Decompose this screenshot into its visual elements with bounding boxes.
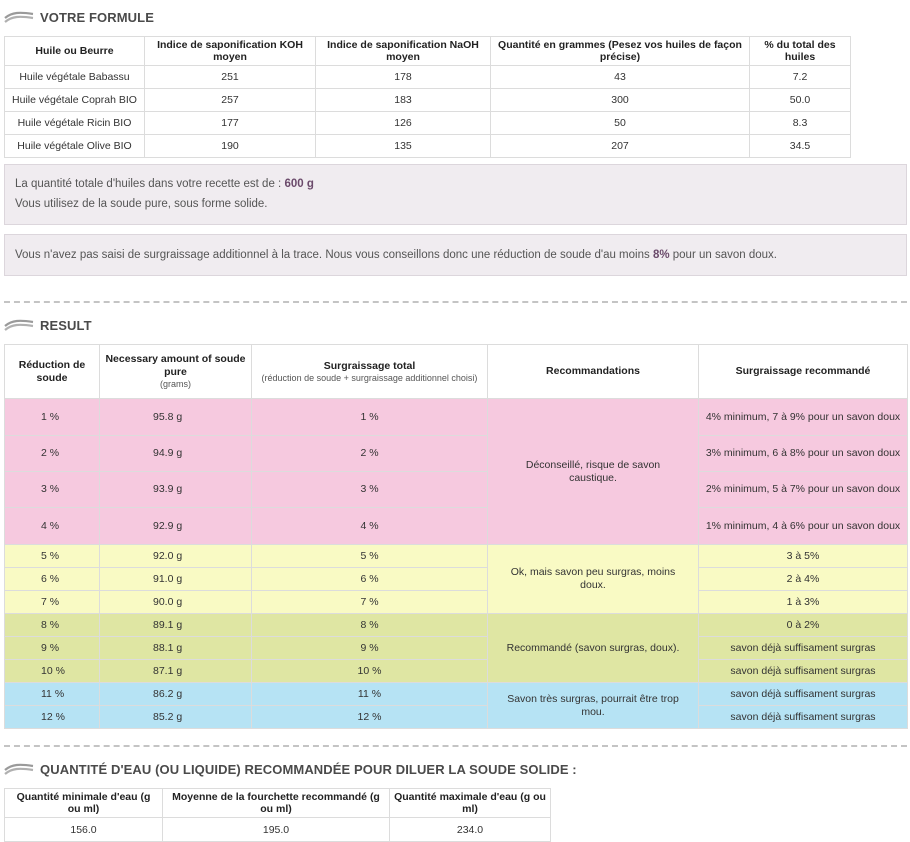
water-header-cell: Quantité minimale d'eau (g ou ml) <box>5 789 163 818</box>
formula-cell: 126 <box>316 112 491 135</box>
amount-cell: 90.0 g <box>100 591 252 614</box>
surgras-reco-cell: 1 à 3% <box>699 591 908 614</box>
section-title-text: QUANTITÉ D'EAU (OU LIQUIDE) RECOMMANDÉE POUR DILUER LA SOUDE SOLIDE : <box>40 761 577 777</box>
amount-cell: 85.2 g <box>100 706 252 729</box>
header-surgras <box>252 345 488 399</box>
formula-row <box>5 89 851 112</box>
recommendation-cell: Déconseillé, risque de savon caustique. <box>488 399 699 545</box>
surgras-cell: 9 % <box>252 637 488 660</box>
section-divider <box>4 745 907 747</box>
surgras-cell: 8 % <box>252 614 488 637</box>
header-surgras-sub: (réduction de soude + surgraissage additionnel choisi) <box>261 372 478 383</box>
formula-cell: Huile végétale Babassu <box>5 66 145 89</box>
amount-cell: 94.9 g <box>100 436 252 472</box>
formula-body <box>5 66 851 158</box>
reduction-cell: 4 % <box>5 508 100 545</box>
reduction-cell: 1 % <box>5 399 100 436</box>
formula-header-cell: Indice de saponification NaOH moyen <box>316 37 491 66</box>
result-row <box>5 545 908 568</box>
formula-cell: 50.0 <box>750 89 851 112</box>
header-surgras-recommande: Surgraissage recommandé <box>699 345 908 399</box>
water-header-row <box>5 789 551 818</box>
formula-table <box>4 36 851 158</box>
formula-cell: 300 <box>491 89 750 112</box>
surgras-reco-cell: savon déjà suffisament surgras <box>699 706 908 729</box>
water-value-row <box>5 818 551 842</box>
reduction-cell: 6 % <box>5 568 100 591</box>
surgras-cell: 4 % <box>252 508 488 545</box>
surgras-cell: 6 % <box>252 568 488 591</box>
surgras-cell: 7 % <box>252 591 488 614</box>
amount-cell: 87.1 g <box>100 660 252 683</box>
result-row <box>5 637 908 660</box>
recommendation-cell: Savon très surgras, pourrait être trop mou. <box>488 683 699 729</box>
result-row <box>5 508 908 545</box>
surgras-reco-cell: savon déjà suffisament surgras <box>699 660 908 683</box>
recommendation-cell: Recommandé (savon surgras, doux). <box>488 614 699 683</box>
result-row <box>5 660 908 683</box>
reduction-cell: 3 % <box>5 472 100 508</box>
surgras-reco-cell: savon déjà suffisament surgras <box>699 637 908 660</box>
wave-icon <box>4 9 34 25</box>
water-header-cell: Moyenne de la fourchette recommandé (g ou ml) <box>163 789 390 818</box>
surgras-cell: 5 % <box>252 545 488 568</box>
surgras-cell: 2 % <box>252 436 488 472</box>
result-row <box>5 591 908 614</box>
water-value-cell: 156.0 <box>5 818 163 842</box>
result-table <box>4 344 908 729</box>
formula-cell: Huile végétale Coprah BIO <box>5 89 145 112</box>
reduction-cell: 5 % <box>5 545 100 568</box>
advice-prefix: Vous n'avez pas saisi de surgraissage additionnel à la trace. Nous vous conseillons donc une réduction de soude d'au moins <box>15 249 650 261</box>
reduction-cell: 8 % <box>5 614 100 637</box>
surgras-reco-cell: 0 à 2% <box>699 614 908 637</box>
formula-row <box>5 66 851 89</box>
result-row <box>5 683 908 706</box>
advice-suffix: pour un savon doux. <box>672 249 777 261</box>
section-title-result <box>0 313 92 337</box>
header-reduction: Réduction de soude <box>5 345 100 399</box>
formula-row <box>5 135 851 158</box>
wave-icon <box>4 317 34 333</box>
formula-cell: 50 <box>491 112 750 135</box>
formula-cell: 251 <box>145 66 316 89</box>
result-body <box>5 399 908 729</box>
advice-info-box <box>4 234 907 276</box>
section-title-text: RESULT <box>40 317 92 333</box>
reduction-cell: 11 % <box>5 683 100 706</box>
formula-cell: Huile végétale Olive BIO <box>5 135 145 158</box>
formula-cell: 34.5 <box>750 135 851 158</box>
formula-cell: Huile végétale Ricin BIO <box>5 112 145 135</box>
amount-cell: 88.1 g <box>100 637 252 660</box>
amount-cell: 93.9 g <box>100 472 252 508</box>
water-header-cell: Quantité maximale d'eau (g ou ml) <box>390 789 551 818</box>
header-amount-label: Necessary amount of soude pure <box>105 353 246 378</box>
header-amount <box>100 345 252 399</box>
total-info-box <box>4 164 907 225</box>
surgras-cell: 3 % <box>252 472 488 508</box>
amount-cell: 95.8 g <box>100 399 252 436</box>
amount-cell: 91.0 g <box>100 568 252 591</box>
water-value-cell: 234.0 <box>390 818 551 842</box>
amount-cell: 92.0 g <box>100 545 252 568</box>
surgras-reco-cell: 4% minimum, 7 à 9% pour un savon doux <box>699 399 908 436</box>
surgras-cell: 12 % <box>252 706 488 729</box>
amount-cell: 92.9 g <box>100 508 252 545</box>
formula-header-cell: Huile ou Beurre <box>5 37 145 66</box>
formula-cell: 207 <box>491 135 750 158</box>
formula-cell: 135 <box>316 135 491 158</box>
reduction-cell: 12 % <box>5 706 100 729</box>
formula-cell: 190 <box>145 135 316 158</box>
formula-cell: 8.3 <box>750 112 851 135</box>
section-divider <box>4 301 907 303</box>
reduction-cell: 7 % <box>5 591 100 614</box>
surgras-reco-cell: 3 à 5% <box>699 545 908 568</box>
result-row <box>5 614 908 637</box>
result-row <box>5 399 908 436</box>
amount-cell: 86.2 g <box>100 683 252 706</box>
formula-header-cell: Indice de saponification KOH moyen <box>145 37 316 66</box>
formula-cell: 183 <box>316 89 491 112</box>
header-amount-sub: (grams) <box>160 379 191 389</box>
reduction-cell: 10 % <box>5 660 100 683</box>
reduction-cell: 2 % <box>5 436 100 472</box>
soude-line: Vous utilisez de la soude pure, sous forme solide. <box>15 198 268 210</box>
formula-cell: 257 <box>145 89 316 112</box>
header-surgras-label: Surgraissage total <box>323 359 416 372</box>
formula-cell: 7.2 <box>750 66 851 89</box>
result-header-row <box>5 345 908 399</box>
formula-cell: 43 <box>491 66 750 89</box>
total-prefix: La quantité totale d'huiles dans votre recette est de : <box>15 178 282 190</box>
recommendation-cell: Ok, mais savon peu surgras, moins doux. <box>488 545 699 614</box>
formula-cell: 178 <box>316 66 491 89</box>
section-title-text: VOTRE FORMULE <box>40 9 154 25</box>
water-table <box>4 788 551 842</box>
header-recommandations: Recommandations <box>488 345 699 399</box>
formula-cell: 177 <box>145 112 316 135</box>
surgras-reco-cell: 2 à 4% <box>699 568 908 591</box>
formula-row <box>5 112 851 135</box>
surgras-cell: 10 % <box>252 660 488 683</box>
section-title-water <box>0 757 577 781</box>
section-title-formule <box>0 5 154 29</box>
total-line <box>15 174 896 194</box>
advice-value: 8% <box>652 249 670 261</box>
wave-icon <box>4 761 34 777</box>
formula-header-cell: % du total des huiles <box>750 37 851 66</box>
surgras-reco-cell: 3% minimum, 6 à 8% pour un savon doux <box>699 436 908 472</box>
result-row <box>5 436 908 472</box>
result-row <box>5 568 908 591</box>
result-row <box>5 706 908 729</box>
surgras-reco-cell: savon déjà suffisament surgras <box>699 683 908 706</box>
amount-cell: 89.1 g <box>100 614 252 637</box>
surgras-reco-cell: 2% minimum, 5 à 7% pour un savon doux <box>699 472 908 508</box>
formula-header-row <box>5 37 851 66</box>
total-value: 600 g <box>284 178 314 190</box>
water-value-cell: 195.0 <box>163 818 390 842</box>
surgras-reco-cell: 1% minimum, 4 à 6% pour un savon doux <box>699 508 908 545</box>
formula-header-cell: Quantité en grammes (Pesez vos huiles de façon précise) <box>491 37 750 66</box>
reduction-cell: 9 % <box>5 637 100 660</box>
surgras-cell: 11 % <box>252 683 488 706</box>
surgras-cell: 1 % <box>252 399 488 436</box>
result-row <box>5 472 908 508</box>
